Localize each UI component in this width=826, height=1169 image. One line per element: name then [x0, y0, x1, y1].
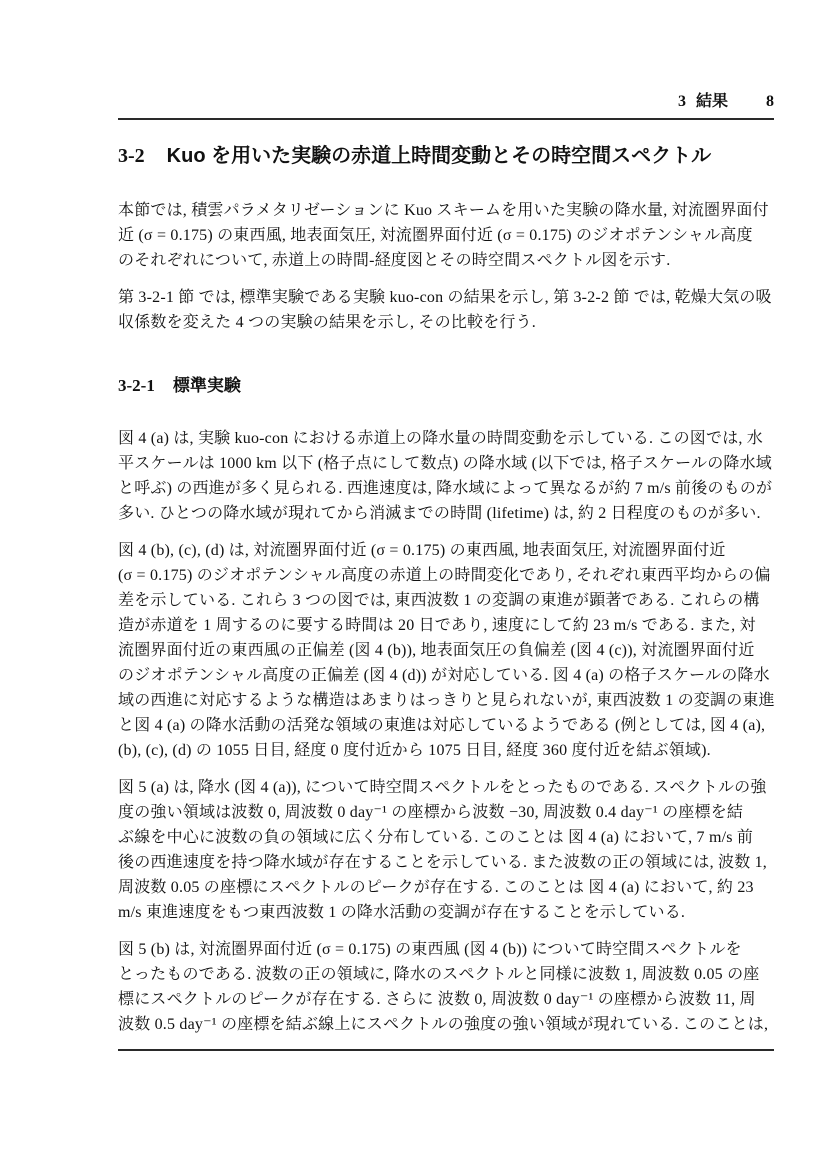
section-heading-title: Kuo を用いた実験の赤道上時間変動とその時空間スペクトル	[166, 145, 712, 167]
text-line: 周波数 0.05 の座標にスペクトルのピークが存在する. このことは 図 4 (a) において, 約 23	[118, 879, 754, 896]
text-column	[118, 0, 774, 1051]
text-line: 多い. ひとつの降水域が現れてから消滅までの時間 (lifetime) は, 約 2 日程度のものが多い.	[118, 505, 761, 522]
text-line: 波数 0.5 day⁻¹ の座標を結ぶ線上にスペクトルの強度の強い領域が現れている. このことは,	[118, 1016, 769, 1033]
paragraph	[118, 775, 774, 925]
text-line: と図 4 (a) の降水活動の活発な領域の東進は対応しているようである (例としては, 図 4 (a),	[118, 717, 766, 734]
text-line: ぶ線を中心に波数の負の領域に広く分布している. このことは 図 4 (a) において, 7 m/s 前	[118, 829, 754, 846]
text-line: 収係数を変えた 4 つの実験の結果を示し, その比較を行う.	[118, 314, 537, 331]
header-section-title: 結果	[695, 93, 728, 110]
paragraph	[118, 426, 774, 526]
paragraph	[118, 937, 774, 1037]
text-line: 平スケールは 1000 km 以下 (格子点にして数点) の降水域 (以下では, 格子スケールの降水域	[118, 455, 772, 472]
paragraph	[118, 285, 774, 335]
subsection-heading	[118, 375, 774, 397]
page-number: 8	[766, 93, 774, 110]
text-line: (σ = 0.175) のジオポテンシャル高度の赤道上の時間変化であり, それぞれ東西平均からの偏	[118, 567, 771, 584]
text-line: 後の西進速度を持つ降水域が存在することを示している. また波数の正の領域には, 波数 1,	[118, 854, 768, 871]
footer-rule	[118, 1049, 774, 1051]
text-line: 第 3-2-1 節 では, 標準実験である実験 kuo-con の結果を示し, 第 3-2-2 節 では, 乾燥大気の吸	[118, 289, 772, 306]
text-line: と呼ぶ) の西進が多く見られる. 西進速度は, 降水域によって異なるが約 7 m/s 前後のものが	[118, 480, 773, 497]
section-heading-number: 3-2	[118, 145, 145, 167]
text-line: m/s 東進速度をもつ東西波数 1 の降水活動の変調が存在することを示している.	[118, 904, 686, 921]
text-line: 本節では, 積雲パラメタリゼーションに Kuo スキームを用いた実験の降水量, 対流圏界面付	[118, 202, 769, 219]
text-line: 域の西進に対応するような構造はあまりはっきりと見られないが, 東西波数 1 の変調の東進	[118, 692, 775, 709]
subsection-heading-title: 標準実験	[172, 376, 241, 395]
text-line: のそれぞれについて, 赤道上の時間-経度図とその時空間スペクトル図を示す.	[118, 252, 671, 269]
text-line: のジオポテンシャル高度の正偏差 (図 4 (d)) が対応している. 図 4 (a) の格子スケールの降水	[118, 667, 770, 684]
text-line: 図 4 (b), (c), (d) は, 対流圏界面付近 (σ = 0.175) の東西風, 地表面気圧, 対流圏界面付近	[118, 542, 726, 559]
running-header	[118, 92, 774, 120]
paragraph	[118, 198, 774, 273]
text-line: 近 (σ = 0.175) の東西風, 地表面気圧, 対流圏界面付近 (σ = 0.175) のジオポテンシャル高度	[118, 227, 753, 244]
text-line: (b), (c), (d) の 1055 日目, 経度 0 度付近から 1075 日目, 経度 360 度付近を結ぶ領域).	[118, 742, 711, 759]
header-section-number: 3	[677, 93, 686, 110]
text-line: 差を示している. これら 3 つの図では, 東西波数 1 の変調の東進が顕著である. これらの構	[118, 592, 760, 609]
text-line: 度の強い領域は波数 0, 周波数 0 day⁻¹ の座標から波数 −30, 周波数 0.4 day⁻¹ の座標を結	[118, 804, 744, 821]
text-line: 図 4 (a) は, 実験 kuo-con における赤道上の降水量の時間変動を示している. この図では, 水	[118, 430, 763, 447]
text-line: 図 5 (a) は, 降水 (図 4 (a)), について時空間スペクトルをとったものである. スペクトルの強	[118, 779, 767, 796]
text-line: とったものである. 波数の正の領域に, 降水のスペクトルと同様に波数 1, 周波数 0.05 の座	[118, 966, 760, 983]
text-line: 図 5 (b) は, 対流圏界面付近 (σ = 0.175) の東西風 (図 4 (b)) について時空間スペクトルを	[118, 941, 742, 958]
section-heading	[118, 143, 774, 169]
text-line: 造が赤道を 1 周するのに要する時間は 20 日であり, 速度にして約 23 m/s である. また, 対	[118, 617, 756, 634]
subsection-heading-number: 3-2-1	[118, 376, 155, 395]
text-line: 流圏界面付近の東西風の正偏差 (図 4 (b)), 地表面気圧の負偏差 (図 4 (c)), 対流圏界面付近	[118, 642, 755, 659]
paragraph	[118, 538, 774, 763]
text-line: 標にスペクトルのピークが存在する. さらに 波数 0, 周波数 0 day⁻¹ の座標から波数 11, 周	[118, 991, 756, 1008]
